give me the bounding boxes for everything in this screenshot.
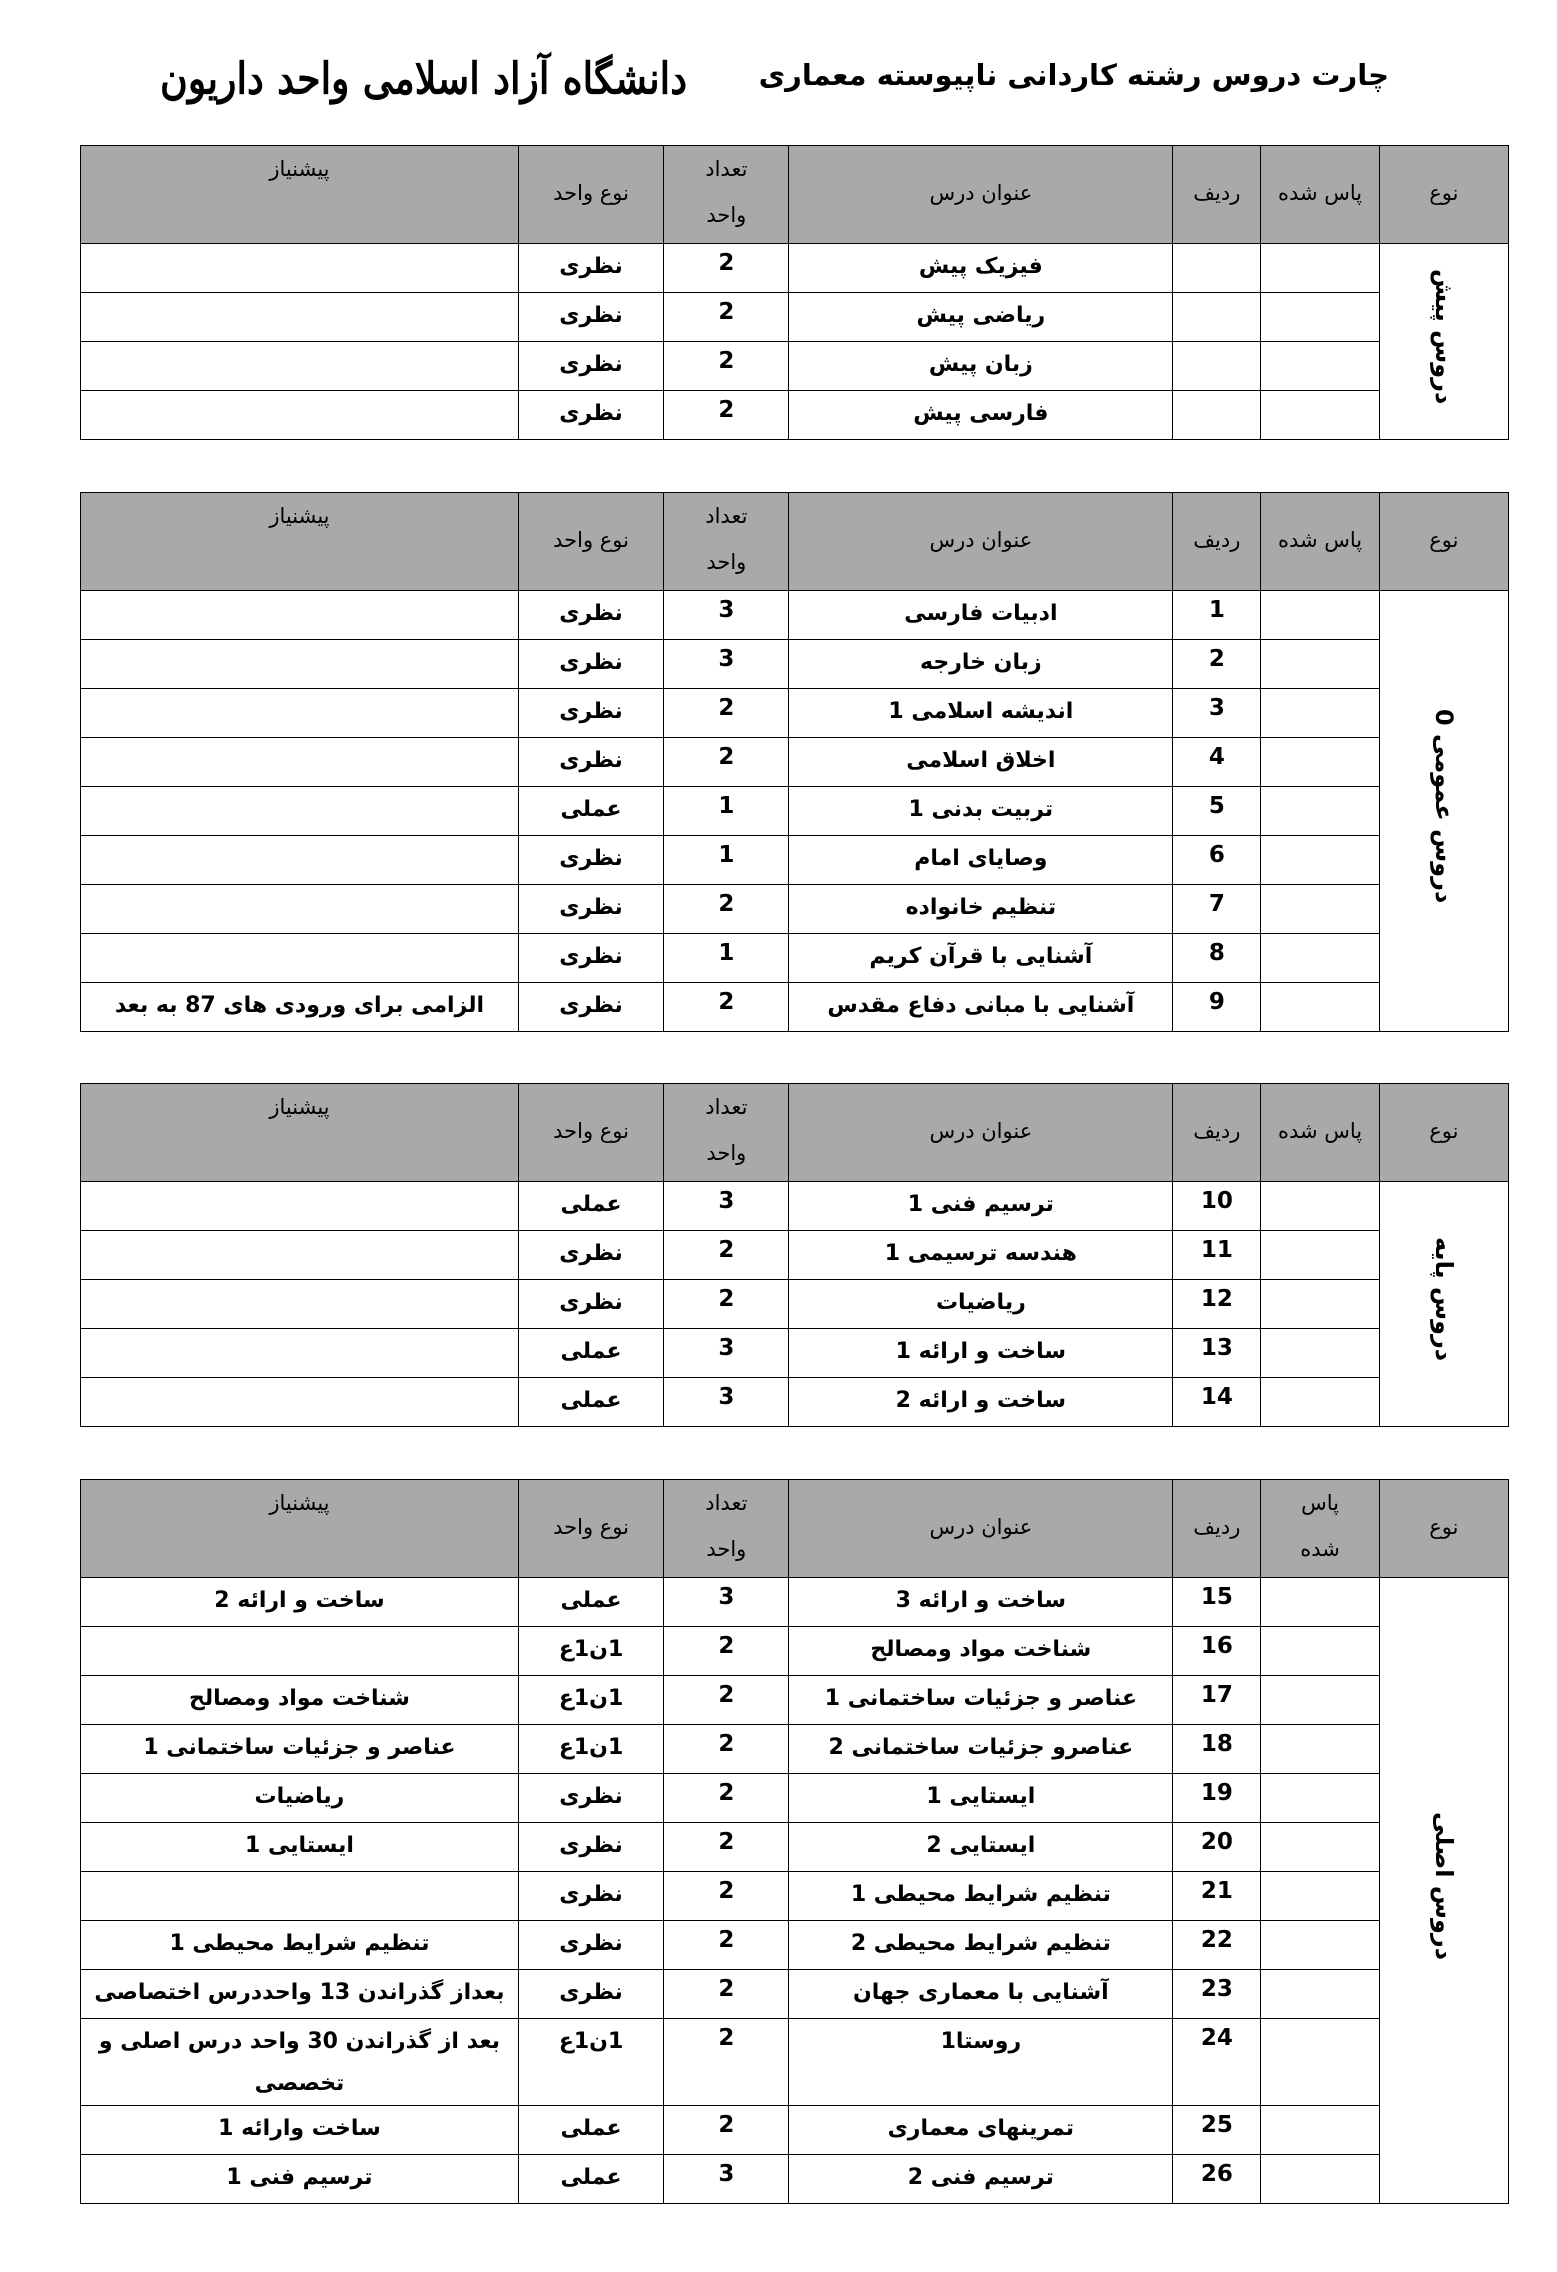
table-row (81, 1774, 1509, 1823)
cell-prereq (81, 1231, 519, 1280)
cell-unit-type: نظری (518, 342, 663, 391)
cell-unit-type: نظری (518, 983, 663, 1032)
cell-course-title: تنظیم شرایط محیطی 2 (789, 1921, 1173, 1970)
cell-prereq (81, 640, 519, 689)
cell-prereq (81, 738, 519, 787)
cell-prereq: الزامی برای ورودی های 87 به بعد (81, 983, 519, 1032)
cell-row-number (1173, 342, 1261, 391)
cell-prereq (81, 591, 519, 640)
header-unit-count-line1: تعداد (705, 1491, 748, 1515)
cell-row-number: 15 (1173, 1578, 1261, 1627)
cell-prereq (81, 244, 519, 293)
cell-row-number: 26 (1173, 2155, 1261, 2204)
cell-unit-type: نظری (518, 640, 663, 689)
cell-prereq (81, 1280, 519, 1329)
table-row (81, 1378, 1509, 1427)
cell-unit-type: نظری (518, 738, 663, 787)
cell-passed (1261, 787, 1379, 836)
cell-course-title: ادبیات فارسی (789, 591, 1173, 640)
cell-unit-type: 1ن1ع (518, 1725, 663, 1774)
table-row (81, 1627, 1509, 1676)
cell-prereq (81, 1182, 519, 1231)
section-type-label: دروس عمومی 0 (1429, 709, 1458, 904)
cell-course-title: زبان پیش (789, 342, 1173, 391)
table-row (81, 2106, 1509, 2155)
header-course-title: عنوان درس (789, 1084, 1173, 1182)
cell-unit-type: 1ن1ع (518, 2019, 663, 2106)
cell-course-title: فیزیک پیش (789, 244, 1173, 293)
university-name: دانشگاه آزاد اسلامی واحد داریون (160, 52, 688, 104)
cell-section-type (1379, 591, 1508, 1032)
cell-prereq (81, 885, 519, 934)
cell-passed (1261, 738, 1379, 787)
cell-row-number: 24 (1173, 2019, 1261, 2106)
header-unit-count (664, 493, 789, 591)
cell-row-number: 20 (1173, 1823, 1261, 1872)
table-row (81, 1676, 1509, 1725)
cell-unit-count: 3 (664, 1578, 789, 1627)
cell-row-number: 19 (1173, 1774, 1261, 1823)
cell-passed (1261, 244, 1379, 293)
cell-row-number: 11 (1173, 1231, 1261, 1280)
cell-row-number: 1 (1173, 591, 1261, 640)
cell-unit-type: نظری (518, 689, 663, 738)
cell-passed (1261, 885, 1379, 934)
cell-course-title: ایستایی 2 (789, 1823, 1173, 1872)
cell-unit-type: نظری (518, 1280, 663, 1329)
cell-unit-count: 2 (664, 2019, 789, 2106)
table-row (81, 391, 1509, 440)
cell-passed (1261, 640, 1379, 689)
cell-unit-type: نظری (518, 1872, 663, 1921)
cell-unit-count: 2 (664, 244, 789, 293)
course-table (80, 145, 1509, 440)
cell-prereq: ساخت و ارائه 2 (81, 1578, 519, 1627)
cell-row-number: 8 (1173, 934, 1261, 983)
header-row-number: ردیف (1173, 146, 1261, 244)
cell-course-title: تنظیم خانواده (789, 885, 1173, 934)
header-passed: پاس شده (1261, 146, 1379, 244)
cell-passed (1261, 983, 1379, 1032)
cell-unit-count: 2 (664, 293, 789, 342)
section-type-label: دروس اصلی (1429, 1811, 1458, 1961)
cell-passed (1261, 2155, 1379, 2204)
table-row (81, 983, 1509, 1032)
header-course-title: عنوان درس (789, 493, 1173, 591)
cell-row-number: 13 (1173, 1329, 1261, 1378)
cell-unit-count: 3 (664, 1182, 789, 1231)
table-row (81, 1823, 1509, 1872)
cell-passed (1261, 1872, 1379, 1921)
cell-course-title: ایستایی 1 (789, 1774, 1173, 1823)
cell-passed (1261, 1378, 1379, 1427)
cell-passed (1261, 391, 1379, 440)
cell-row-number: 16 (1173, 1627, 1261, 1676)
cell-passed (1261, 1182, 1379, 1231)
header-passed (1261, 1480, 1379, 1578)
table-row (81, 787, 1509, 836)
table-row (81, 1280, 1509, 1329)
cell-passed (1261, 591, 1379, 640)
cell-unit-type: عملی (518, 2155, 663, 2204)
cell-unit-count: 1 (664, 787, 789, 836)
header-unit-count-line2: واحد (706, 550, 747, 574)
header-unit-count (664, 1480, 789, 1578)
cell-passed (1261, 2019, 1379, 2106)
cell-passed (1261, 934, 1379, 983)
table-row (81, 1725, 1509, 1774)
header-course-title: عنوان درس (789, 1480, 1173, 1578)
header-prereq: پیشنیاز (81, 146, 519, 244)
cell-course-title: تنظیم شرایط محیطی 1 (789, 1872, 1173, 1921)
cell-unit-count: 2 (664, 391, 789, 440)
header-passed: پاس شده (1261, 1084, 1379, 1182)
cell-prereq: ترسیم فنی 1 (81, 2155, 519, 2204)
cell-prereq: بعداز گذراندن 13 واحددرس اختصاصی (81, 1970, 519, 2019)
cell-row-number: 12 (1173, 1280, 1261, 1329)
header-unit-count-line1: تعداد (705, 1095, 748, 1119)
header-type: نوع (1379, 146, 1508, 244)
cell-prereq (81, 293, 519, 342)
header-unit-type: نوع واحد (518, 146, 663, 244)
header-type: نوع (1379, 1480, 1508, 1578)
table-row (81, 885, 1509, 934)
cell-prereq (81, 934, 519, 983)
cell-passed (1261, 1823, 1379, 1872)
cell-row-number: 17 (1173, 1676, 1261, 1725)
cell-unit-type: نظری (518, 885, 663, 934)
header-row-number: ردیف (1173, 1084, 1261, 1182)
cell-row-number (1173, 391, 1261, 440)
cell-prereq (81, 1378, 519, 1427)
cell-unit-type: عملی (518, 787, 663, 836)
header-unit-count (664, 1084, 789, 1182)
cell-passed (1261, 1774, 1379, 1823)
cell-unit-count: 2 (664, 1676, 789, 1725)
cell-passed (1261, 1280, 1379, 1329)
header-unit-count-line2: واحد (706, 1141, 747, 1165)
header-unit-type: نوع واحد (518, 1480, 663, 1578)
cell-unit-type: نظری (518, 934, 663, 983)
cell-unit-type: 1ن1ع (518, 1676, 663, 1725)
cell-course-title: عناصرو جزئیات ساختمانی 2 (789, 1725, 1173, 1774)
header-unit-count-line1: تعداد (705, 504, 748, 528)
cell-passed (1261, 1676, 1379, 1725)
header-row-number: ردیف (1173, 493, 1261, 591)
cell-prereq (81, 787, 519, 836)
cell-unit-count: 2 (664, 2106, 789, 2155)
cell-row-number: 14 (1173, 1378, 1261, 1427)
cell-prereq: تنظیم شرایط محیطی 1 (81, 1921, 519, 1970)
cell-course-title: وصایای امام (789, 836, 1173, 885)
cell-unit-type: نظری (518, 1823, 663, 1872)
table-row (81, 1921, 1509, 1970)
cell-unit-count: 1 (664, 934, 789, 983)
table-row (81, 1872, 1509, 1921)
table-row (81, 244, 1509, 293)
cell-unit-count: 2 (664, 1970, 789, 2019)
cell-prereq (81, 1872, 519, 1921)
cell-passed (1261, 2106, 1379, 2155)
cell-row-number (1173, 293, 1261, 342)
table-row (81, 1231, 1509, 1280)
cell-course-title: ساخت و ارائه 3 (789, 1578, 1173, 1627)
table-row (81, 1182, 1509, 1231)
cell-passed (1261, 293, 1379, 342)
cell-passed (1261, 1627, 1379, 1676)
cell-passed (1261, 1921, 1379, 1970)
cell-row-number: 22 (1173, 1921, 1261, 1970)
table-row (81, 836, 1509, 885)
cell-course-title: عناصر و جزئیات ساختمانی 1 (789, 1676, 1173, 1725)
header-row-number: ردیف (1173, 1480, 1261, 1578)
cell-row-number: 23 (1173, 1970, 1261, 2019)
cell-unit-type: نظری (518, 836, 663, 885)
course-table (80, 1083, 1509, 1427)
table-row (81, 640, 1509, 689)
cell-unit-count: 3 (664, 1329, 789, 1378)
cell-row-number: 18 (1173, 1725, 1261, 1774)
cell-section-type (1379, 244, 1508, 440)
header-unit-type: نوع واحد (518, 1084, 663, 1182)
cell-prereq (81, 836, 519, 885)
cell-unit-count: 2 (664, 1774, 789, 1823)
header-prereq: پیشنیاز (81, 493, 519, 591)
header-prereq: پیشنیاز (81, 1480, 519, 1578)
table-row (81, 591, 1509, 640)
cell-prereq: عناصر و جزئیات ساختمانی 1 (81, 1725, 519, 1774)
cell-passed (1261, 1578, 1379, 1627)
cell-prereq (81, 342, 519, 391)
cell-course-title: ترسیم فنی 1 (789, 1182, 1173, 1231)
header-passed-line1: پاس (1301, 1491, 1339, 1515)
header-unit-count-line1: تعداد (705, 157, 748, 181)
cell-course-title: اخلاق اسلامی (789, 738, 1173, 787)
cell-course-title: آشنایی با قرآن کریم (789, 934, 1173, 983)
cell-course-title: آشنایی با معماری جهان (789, 1970, 1173, 2019)
cell-prereq: ایستایی 1 (81, 1823, 519, 1872)
cell-prereq (81, 689, 519, 738)
cell-unit-count: 2 (664, 1823, 789, 1872)
table-row (81, 738, 1509, 787)
cell-prereq: شناخت مواد ومصالح (81, 1676, 519, 1725)
cell-unit-count: 3 (664, 1378, 789, 1427)
cell-unit-count: 1 (664, 836, 789, 885)
table-row (81, 2155, 1509, 2204)
page-title: چارت دروس رشته کاردانی ناپیوسته معماری (758, 58, 1389, 92)
table-header-row (81, 493, 1509, 591)
cell-unit-type: نظری (518, 591, 663, 640)
cell-passed (1261, 1231, 1379, 1280)
header-type: نوع (1379, 493, 1508, 591)
cell-row-number: 7 (1173, 885, 1261, 934)
cell-unit-count: 3 (664, 2155, 789, 2204)
cell-unit-count: 3 (664, 591, 789, 640)
cell-unit-type: 1ن1ع (518, 1627, 663, 1676)
cell-course-title: آشنایی با مبانی دفاع مقدس (789, 983, 1173, 1032)
header-passed: پاس شده (1261, 493, 1379, 591)
cell-unit-type: نظری (518, 1970, 663, 2019)
cell-unit-type: عملی (518, 1182, 663, 1231)
cell-course-title: ساخت و ارائه 1 (789, 1329, 1173, 1378)
cell-unit-type: نظری (518, 1231, 663, 1280)
cell-unit-type: عملی (518, 1378, 663, 1427)
cell-unit-count: 2 (664, 1872, 789, 1921)
cell-unit-count: 2 (664, 885, 789, 934)
cell-row-number: 4 (1173, 738, 1261, 787)
cell-unit-count: 2 (664, 1725, 789, 1774)
cell-unit-type: عملی (518, 1329, 663, 1378)
cell-unit-count: 2 (664, 1231, 789, 1280)
header-unit-type: نوع واحد (518, 493, 663, 591)
cell-unit-type: عملی (518, 2106, 663, 2155)
section-type-label: دروس پایه (1429, 1237, 1458, 1362)
cell-course-title: ریاضیات (789, 1280, 1173, 1329)
cell-course-title: ریاضی پیش (789, 293, 1173, 342)
course-table (80, 1479, 1509, 2204)
cell-row-number: 5 (1173, 787, 1261, 836)
cell-unit-type: نظری (518, 293, 663, 342)
cell-row-number: 2 (1173, 640, 1261, 689)
cell-row-number: 3 (1173, 689, 1261, 738)
table-header-row (81, 1480, 1509, 1578)
cell-passed (1261, 1970, 1379, 2019)
cell-section-type (1379, 1578, 1508, 2204)
table-row (81, 1329, 1509, 1378)
cell-course-title: تمرینهای معماری (789, 2106, 1173, 2155)
cell-course-title: روستا1 (789, 2019, 1173, 2106)
table-row (81, 293, 1509, 342)
cell-row-number (1173, 244, 1261, 293)
cell-course-title: اندیشه اسلامی 1 (789, 689, 1173, 738)
cell-passed (1261, 836, 1379, 885)
table-row (81, 342, 1509, 391)
cell-row-number: 21 (1173, 1872, 1261, 1921)
table-row (81, 1970, 1509, 2019)
cell-unit-type: نظری (518, 1921, 663, 1970)
cell-unit-count: 2 (664, 1921, 789, 1970)
cell-passed (1261, 1725, 1379, 1774)
cell-course-title: هندسه ترسیمی 1 (789, 1231, 1173, 1280)
header-unit-count-line2: واحد (706, 203, 747, 227)
cell-course-title: فارسی پیش (789, 391, 1173, 440)
cell-prereq: ریاضیات (81, 1774, 519, 1823)
cell-course-title: شناخت مواد ومصالح (789, 1627, 1173, 1676)
cell-course-title: ساخت و ارائه 2 (789, 1378, 1173, 1427)
header-prereq: پیشنیاز (81, 1084, 519, 1182)
cell-unit-type: نظری (518, 391, 663, 440)
cell-unit-type: عملی (518, 1578, 663, 1627)
table-header-row (81, 146, 1509, 244)
cell-prereq: ساخت وارائه 1 (81, 2106, 519, 2155)
cell-passed (1261, 689, 1379, 738)
cell-row-number: 10 (1173, 1182, 1261, 1231)
course-table (80, 492, 1509, 1032)
cell-section-type (1379, 1182, 1508, 1427)
cell-prereq (81, 391, 519, 440)
header-course-title: عنوان درس (789, 146, 1173, 244)
table-row (81, 2019, 1509, 2106)
header-unit-count (664, 146, 789, 244)
cell-unit-count: 2 (664, 342, 789, 391)
header-type: نوع (1379, 1084, 1508, 1182)
cell-prereq (81, 1329, 519, 1378)
table-row (81, 1578, 1509, 1627)
cell-row-number: 6 (1173, 836, 1261, 885)
cell-unit-count: 2 (664, 1627, 789, 1676)
table-row (81, 934, 1509, 983)
cell-prereq: بعد از گذراندن 30 واحد درس اصلی و تخصصی (81, 2019, 519, 2106)
cell-unit-count: 2 (664, 738, 789, 787)
table-row (81, 689, 1509, 738)
cell-prereq (81, 1627, 519, 1676)
cell-course-title: زبان خارجه (789, 640, 1173, 689)
header-unit-count-line2: واحد (706, 1537, 747, 1561)
header-passed-line2: شده (1300, 1537, 1340, 1561)
cell-unit-count: 3 (664, 640, 789, 689)
section-type-label: دروس پیش (1429, 269, 1458, 405)
cell-row-number: 25 (1173, 2106, 1261, 2155)
cell-passed (1261, 342, 1379, 391)
cell-passed (1261, 1329, 1379, 1378)
cell-unit-type: نظری (518, 244, 663, 293)
cell-unit-count: 2 (664, 983, 789, 1032)
cell-unit-type: نظری (518, 1774, 663, 1823)
cell-unit-count: 2 (664, 1280, 789, 1329)
cell-course-title: تربیت بدنی 1 (789, 787, 1173, 836)
cell-row-number: 9 (1173, 983, 1261, 1032)
cell-course-title: ترسیم فنی 2 (789, 2155, 1173, 2204)
cell-unit-count: 2 (664, 689, 789, 738)
table-header-row (81, 1084, 1509, 1182)
